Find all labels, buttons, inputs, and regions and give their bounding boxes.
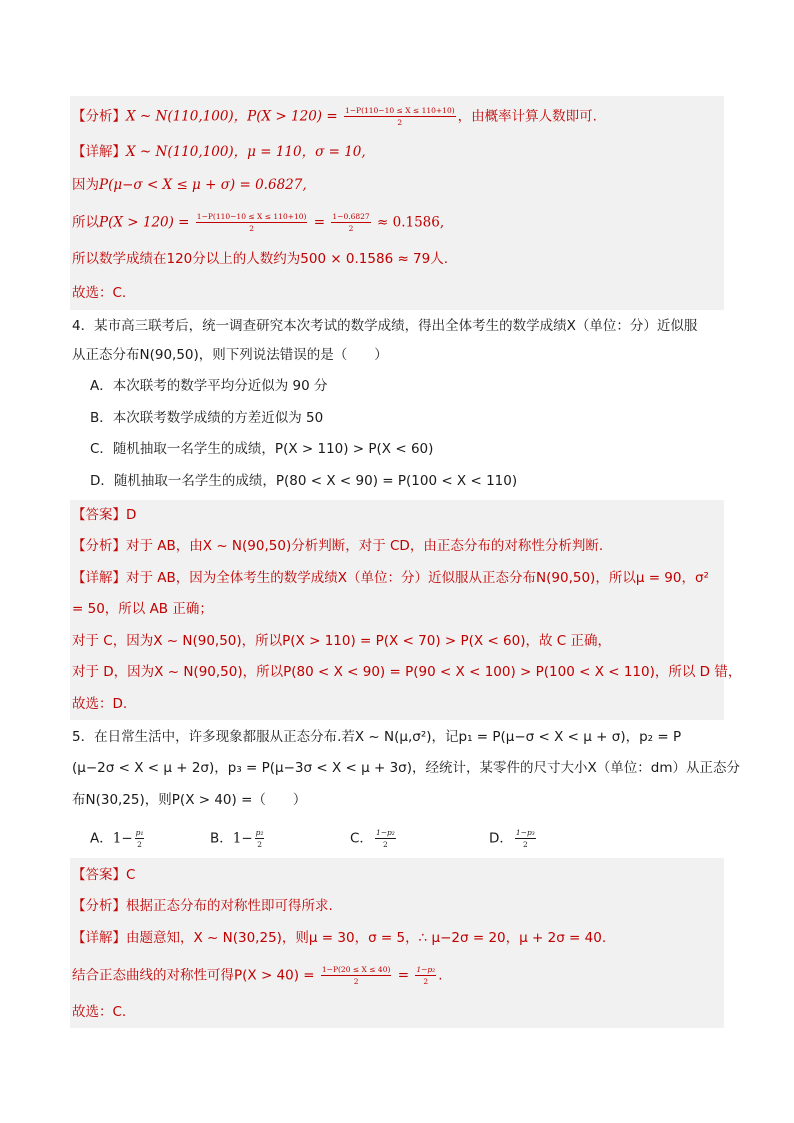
- analysis-tag: 【分析】: [72, 898, 126, 914]
- q3-analysis-fraction: $\frac{1-P(110-10 \le X \le 110+10)}{2}$: [344, 106, 455, 127]
- q4-option-d: D．随机抽取一名学生的成绩，P(80 < X < 90) = P(100 < X < 110): [90, 473, 518, 489]
- q5-fraction-1: $\frac{1-P(20 \le X \le 40)}{2}$: [321, 965, 391, 986]
- q4-detail-line-2: = 50，所以 AB 正确；: [72, 601, 213, 617]
- q3-count-line: 所以数学成绩在120分以上的人数约为500 × 0.1586 ≈ 79人.: [72, 251, 449, 267]
- q3-analysis-expr: X ~ N(110,100)，P(X > 120) =: [126, 108, 338, 125]
- q5-stem-line-3: 布N(30,25)，则P(X > 40) =（ ）: [72, 792, 307, 808]
- q4-answer-line: 【答案】D: [72, 507, 137, 523]
- q4-detail-line-4: 对于 D，因为X ~ N(90,50)，所以P(80 < X < 90) = P(90 < X < 100) > P(100 < X < 110)，所以 D 错，: [72, 664, 742, 680]
- q3-detail-line: 【详解】X ~ N(110,100)，μ = 110，σ = 10,: [72, 144, 366, 160]
- q5-fraction-2: $\frac{\text{1−p₂}}{2}$: [416, 965, 436, 986]
- q5-option-d: D． $\frac{\text{1−p₃}}{2}$: [489, 828, 535, 849]
- q5-choose-line: 故选：C.: [72, 1004, 127, 1020]
- q5-conclude-line: 结合正态曲线的对称性可得P(X > 40) = $\frac{1-P(20 \le X \le 40)}{2}$ = $\frac{\text{1−p₂}}{2}$ .: [72, 965, 443, 986]
- q3-fraction-1: $\frac{1-P(110-10 \le X \le 110+10)}{2}$: [196, 212, 307, 233]
- q4-stem-line-1: 4．某市高三联考后，统一调查研究本次考试的数学成绩，得出全体考生的数学成绩X（单位：分）近似服: [72, 318, 698, 334]
- q3-choose-line: 故选：C.: [72, 285, 127, 301]
- answer-tag: 【答案】: [72, 867, 126, 883]
- q4-choose-line: 故选：D.: [72, 696, 128, 712]
- q4-option-c: C．随机抽取一名学生的成绩，P(X > 110) > P(X < 60): [90, 441, 434, 457]
- q3-fraction-2: $\frac{1-0.6827}{2}$: [332, 212, 370, 233]
- q4-option-a: A．本次联考的数学平均分近似为 90 分: [90, 378, 328, 394]
- q4-stem-line-2: 从正态分布N(90,50)，则下列说法错误的是（ ）: [72, 347, 388, 363]
- detail-tag: 【详解】: [72, 570, 126, 586]
- q5-analysis-line: 【分析】根据正态分布的对称性即可得所求.: [72, 898, 333, 914]
- analysis-tag: 【分析】: [72, 538, 126, 554]
- q3-because-line: 因为P(μ−σ < X ≤ μ + σ) = 0.6827,: [72, 177, 307, 193]
- q5-option-b: B．1− $\frac{\text{p₂}}{2}$: [210, 828, 264, 849]
- q4-detail-line-1: 【详解】对于 AB，因为全体考生的数学成绩X（单位：分）近似服从正态分布N(90,50)，所以μ = 90，σ²: [72, 570, 709, 586]
- q5-stem-line-1: 5．在日常生活中，许多现象都服从正态分布.若X ~ N(μ,σ²)，记p₁ = P(μ−σ < X < μ + σ)，p₂ = P: [72, 729, 682, 745]
- q3-analysis-line: 【分析】X ~ N(110,100)，P(X > 120) = $\frac{1-P(110-10 \le X \le 110+10)}{2}$ ，由概率计算人数即可.: [72, 106, 597, 127]
- q4-detail-line-3: 对于 C，因为X ~ N(90,50)，所以P(X > 110) = P(X < 70) > P(X < 60)，故 C 正确，: [72, 633, 612, 649]
- q5-stem-line-2: (μ−2σ < X < μ + 2σ)，p₃ = P(μ−3σ < X < μ + 3σ)，经统计，某零件的尺寸大小X（单位：dm）从正态分: [72, 760, 740, 776]
- q5-answer-line: 【答案】C: [72, 867, 136, 883]
- q5-detail-line: 【详解】由题意知，X ~ N(30,25)，则μ = 30，σ = 5，∴ μ−2σ = 20，μ + 2σ = 40.: [72, 930, 607, 946]
- answer-tag: 【答案】: [72, 507, 126, 523]
- q5-option-c: C． $\frac{\text{1−p₂}}{2}$: [350, 828, 395, 849]
- q5-option-a: A．1− $\frac{\text{p₁}}{2}$: [90, 828, 144, 849]
- detail-tag: 【详解】: [72, 930, 126, 946]
- analysis-tag: 【分析】: [72, 108, 126, 125]
- detail-tag: 【详解】: [72, 144, 126, 160]
- q4-option-b: B．本次联考数学成绩的方差近似为 50: [90, 410, 324, 426]
- q3-so-line: 所以P(X > 120) = $\frac{1-P(110-10 \le X \le 110+10)}{2}$ = $\frac{1-0.6827}{2}$ ≈ 0.1586,: [72, 212, 445, 233]
- solution-band-q3: [70, 96, 724, 310]
- q4-analysis-line: 【分析】对于 AB，由X ~ N(90,50)分析判断，对于 CD，由正态分布的对称性分析判断.: [72, 538, 604, 554]
